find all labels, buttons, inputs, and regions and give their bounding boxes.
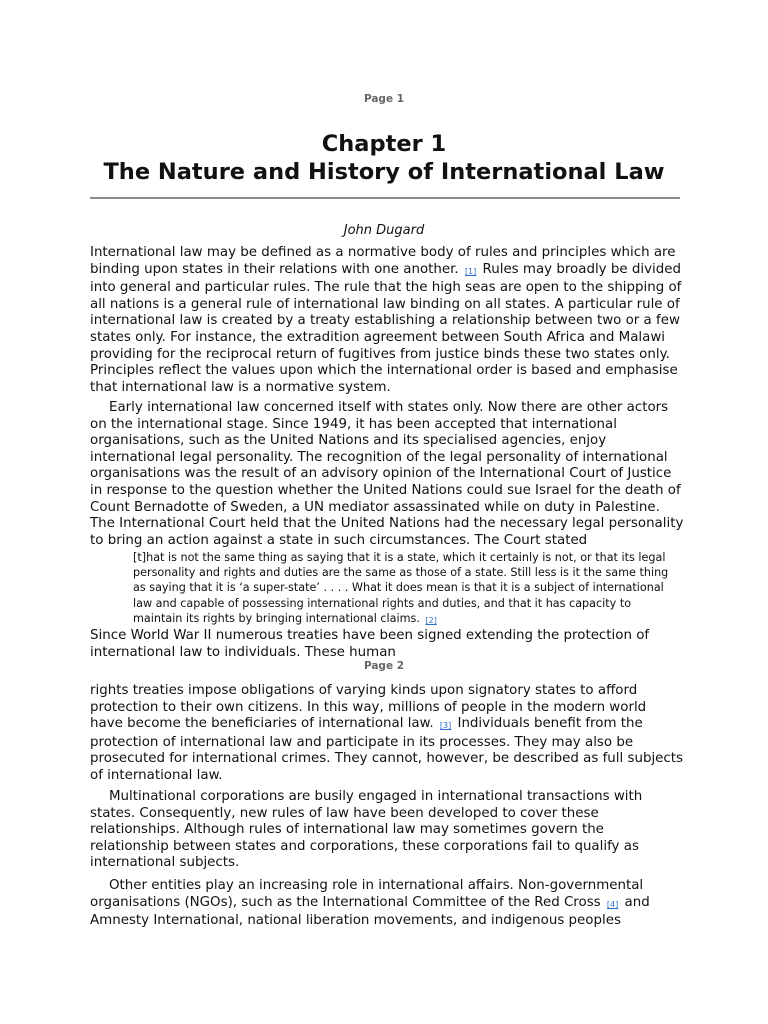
text-line: rights treaties impose obligations of varying kinds upon signatory states to afford <box>90 683 638 698</box>
text-line: of international law. <box>90 767 223 783</box>
text-line: that international law is a normative system. <box>90 379 391 395</box>
quote-line: law and capable of possessing international rights and duties, and that it has capacity to <box>133 596 632 610</box>
text-line: relationships. Although rules of international law may sometimes govern the <box>90 822 604 838</box>
text-line: into general and particular rules. The rule that the high seas are open to the shipping of <box>90 280 682 296</box>
text-line: states. Consequently, new rules of law have been developed to cover these <box>90 805 599 821</box>
footnote-link-2[interactable]: [2] <box>425 615 437 625</box>
footnote-link-3[interactable]: [3] <box>439 721 452 731</box>
text-line: in response to the question whether the United Nations could sue Israel for the death of <box>90 482 681 498</box>
paragraph-other-entities <box>90 878 690 930</box>
text-line: international legal personality. The recognition of the legal personality of international <box>90 449 668 465</box>
text-line-with-footnote <box>90 895 690 914</box>
block-quote <box>133 550 693 628</box>
chapter-number: Chapter 1 <box>321 131 447 157</box>
text-segment: and <box>620 894 650 910</box>
footnote-link-1[interactable]: [1] <box>464 266 477 276</box>
paragraph-individuals-cont <box>90 683 690 785</box>
footnote-link-4[interactable]: [4] <box>606 899 619 909</box>
text-segment: binding upon states in their relations with one another. <box>90 261 459 277</box>
text-line: organisations was the result of an advisory opinion of the International Court of Justice <box>90 466 672 482</box>
chapter-title: The Nature and History of International Law <box>103 159 665 185</box>
text-line: Principles reflect the values upon which the international order is based and emphasise <box>90 363 678 379</box>
text-line: Early international law concerned itself with states only. Now there are other actors <box>109 400 669 415</box>
quote-line: [t]hat is not the same thing as saying that it is a state, which it certainly is not, or that its legal <box>133 551 666 564</box>
text-line: organisations, such as the United Nations and its specialised agencies, enjoy <box>90 433 607 449</box>
text-line: international subjects. <box>90 855 240 871</box>
text-line: Count Bernadotte of Sweden, a UN mediator assassinated while on duty in Palestine. <box>90 499 660 515</box>
quote-line-with-footnote <box>133 611 693 628</box>
paragraph-actors <box>90 400 690 549</box>
text-line: protection of international law and participate in its processes. They may also be <box>90 734 634 750</box>
text-segment: Individuals benefit from the <box>453 716 643 732</box>
text-segment: Rules may broadly be divided <box>478 261 681 277</box>
page-marker-1: Page 1 <box>363 93 405 105</box>
text-line: states only. For instance, the extradition agreement between South Africa and Malawi <box>90 329 666 345</box>
page-marker-2: Page 2 <box>363 660 405 672</box>
paragraph-definition <box>90 245 690 396</box>
text-line: providing for the reciprocal return of fugitives from justice binds these two states only. <box>90 346 670 362</box>
text-line: Multinational corporations are busily engaged in international transactions with <box>109 789 643 804</box>
text-segment: maintain its rights by bringing international claims. <box>133 611 420 625</box>
text-line: to bring an action against a state in such circumstances. The Court stated <box>90 532 588 548</box>
text-line: international law is created by a treaty establishing a relationship between two or a few <box>90 313 680 329</box>
text-segment: have become the beneficiaries of international law. <box>90 716 434 732</box>
text-line: Other entities play an increasing role in international affairs. Non-governmental <box>109 878 644 893</box>
text-line: Since World War II numerous treaties have been signed extending the protection of <box>90 628 650 643</box>
quote-line: as saying that it is ‘a super-state’ . . . . What it does mean is that it is a subject of international <box>133 581 664 595</box>
text-segment: organisations (NGOs), such as the International Committee of the Red Cross <box>90 894 601 910</box>
text-line: prosecuted for international crimes. They cannot, however, be described as full subjects <box>90 751 684 767</box>
text-line-with-footnote <box>90 262 690 281</box>
text-line: relationship between states and corporations, these corporations fail to qualify as <box>90 838 639 854</box>
text-line: all nations is a general rule of international law binding on all states. A particular rule of <box>90 296 680 312</box>
quote-line: personality and rights and duties are the same as those of a state. Still less is it the same thing <box>133 566 669 580</box>
text-line: The International Court held that the United Nations had the necessary legal personality <box>90 516 684 532</box>
text-line: on the international stage. Since 1949, it has been accepted that international <box>90 416 617 432</box>
text-line-with-footnote <box>90 716 690 735</box>
text-line: protection to their own citizens. In this way, millions of people in the modern world <box>90 699 647 715</box>
text-line: international law to individuals. These human <box>90 644 396 660</box>
text-line: International law may be defined as a normative body of rules and principles which are <box>90 245 676 260</box>
author-name: John Dugard <box>343 223 425 238</box>
text-line: Amnesty International, national liberation movements, and indigenous peoples <box>90 913 621 929</box>
paragraph-individuals-start <box>90 628 690 661</box>
title-divider <box>90 197 680 199</box>
paragraph-corporations <box>90 789 690 872</box>
